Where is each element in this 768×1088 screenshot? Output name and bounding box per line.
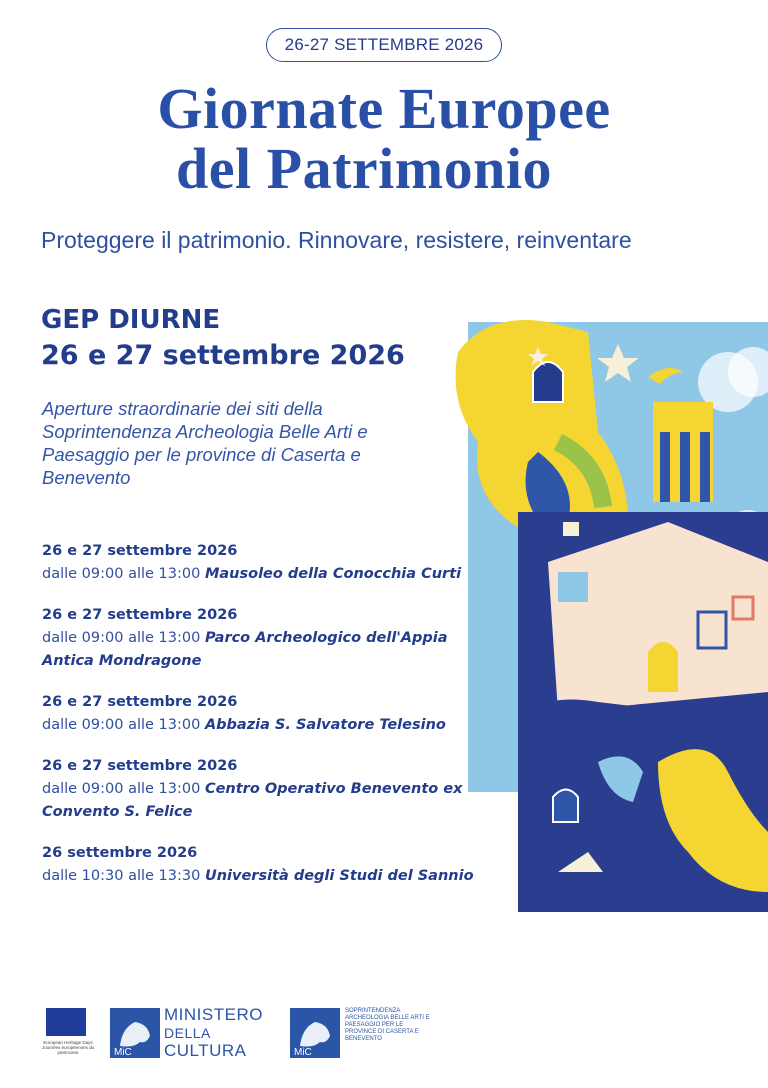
event-place: Università degli Studi del Sannio — [204, 868, 474, 884]
eu-flag-icon — [46, 1008, 86, 1036]
ministry-line-1: MINISTERO — [164, 1005, 263, 1024]
subtitle: Proteggere il patrimonio. Rinnovare, resistere, reinventare — [41, 227, 632, 253]
column — [680, 432, 690, 502]
title-line-2: del Patrimonio — [176, 136, 552, 201]
house-door — [648, 642, 678, 692]
event-place: Abbazia S. Salvatore Telesino — [204, 717, 446, 733]
event-item — [42, 604, 492, 673]
column — [660, 432, 670, 502]
event-item — [42, 842, 492, 888]
program-label: GEP DIURNE — [41, 305, 221, 335]
program-dates: 26 e 27 settembre 2026 — [41, 340, 405, 371]
ministry-line-3: CULTURA — [164, 1041, 247, 1060]
mic-logo-icon — [110, 1008, 160, 1058]
small-arch — [553, 790, 578, 823]
eu-caption: European Heritage Days Journées européennes du patrimoine — [41, 1040, 95, 1055]
event-date: 26 e 27 settembre 2026 — [42, 758, 238, 774]
soprintendenza-logo-icon — [290, 1008, 340, 1058]
event-date: 26 e 27 settembre 2026 — [42, 607, 238, 623]
mic-mark: MiC — [114, 1047, 132, 1058]
event-time: dalle 09:00 alle 13:00 — [42, 566, 201, 582]
events-list — [42, 540, 492, 906]
date-pill: 26-27 SETTEMBRE 2026 — [266, 28, 502, 62]
event-time: dalle 09:00 alle 13:00 — [42, 717, 201, 733]
ministry-name — [164, 1006, 263, 1060]
cube — [558, 572, 588, 602]
title-line-1: Giornate Europee — [157, 76, 611, 141]
event-place: Centro Operativo Benevento ex Convento S. Felice — [42, 781, 463, 820]
event-item — [42, 540, 492, 586]
page-title — [0, 76, 768, 201]
event-time: dalle 09:00 alle 13:00 — [42, 781, 201, 797]
ministry-line-2: DELLA — [164, 1025, 211, 1041]
heritage-illustration — [428, 292, 768, 912]
column — [700, 432, 710, 502]
event-item — [42, 755, 492, 824]
event-item — [42, 691, 492, 737]
soprintendenza-name: SOPRINTENDENZA ARCHEOLOGIA BELLE ARTI E PAESAGGIO PER LE PROVINCE DI CASERTA E BENEVENTO — [345, 1008, 430, 1042]
cube — [563, 522, 579, 536]
sop-mic-mark: MiC — [294, 1047, 312, 1058]
event-time: dalle 10:30 alle 13:30 — [42, 868, 201, 884]
event-date: 26 e 27 settembre 2026 — [42, 543, 238, 559]
event-time: dalle 09:00 alle 13:00 — [42, 630, 201, 646]
event-place: Parco Archeologico dell'Appia Antica Mondragone — [42, 630, 448, 669]
arch-window — [533, 362, 563, 402]
footer-logos — [0, 1000, 768, 1080]
program-heading — [41, 302, 405, 374]
event-date: 26 e 27 settembre 2026 — [42, 694, 238, 710]
event-place: Mausoleo della Conocchia Curti — [204, 566, 462, 582]
program-description: Aperture straordinarie dei siti della Soprintendenza Archeologia Belle Arti e Paesaggio per le province di Caserta e Benevento — [42, 398, 368, 488]
event-date: 26 settembre 2026 — [42, 845, 198, 861]
